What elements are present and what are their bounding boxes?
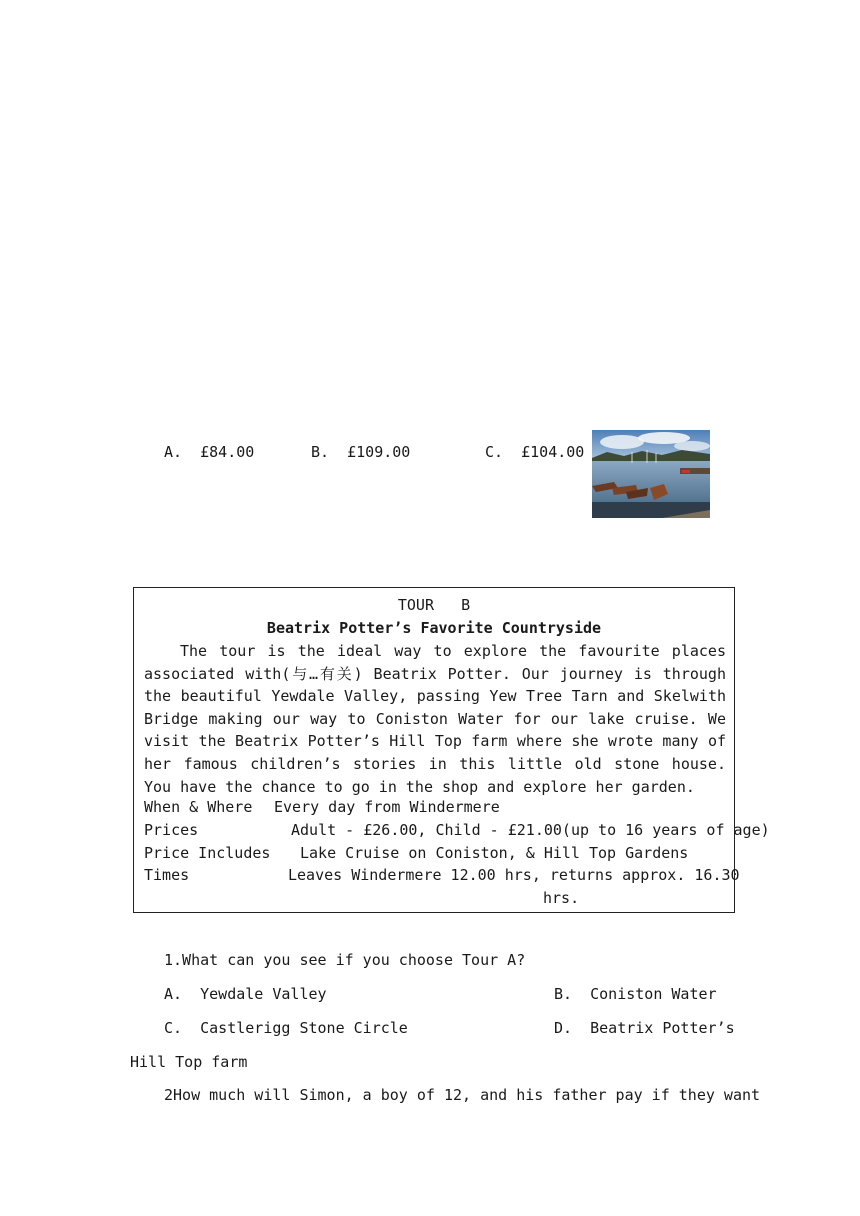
when-label: When & Where xyxy=(144,798,253,816)
when-value: Every day from Windermere xyxy=(274,798,500,816)
option-a: A. £84.00 xyxy=(164,443,255,461)
prices-label: Prices xyxy=(144,821,199,839)
tour-b-subtitle: Beatrix Potter’s Favorite Countryside xyxy=(266,619,602,637)
prices-value: Adult - £26.00, Child - £21.00(up to 16 years of age) xyxy=(291,821,770,839)
tour-b-box xyxy=(133,587,770,913)
option-b: B. £109.00 xyxy=(311,443,411,461)
lake-boats-photo xyxy=(592,430,710,518)
includes-value: Lake Cruise on Coniston, & Hill Top Gardens xyxy=(300,844,689,862)
question-1: 1.What can you see if you choose Tour A? xyxy=(164,951,526,969)
q1-option-c: C. Castlerigg Stone Circle xyxy=(164,1019,408,1037)
option-c: C. £104.00 xyxy=(485,443,585,461)
q1-option-d-cont: Hill Top farm xyxy=(130,1053,248,1071)
includes-label: Price Includes xyxy=(144,844,271,862)
question-2: 2How much will Simon, a boy of 12, and his father pay if they want xyxy=(164,1086,761,1104)
times-value: Leaves Windermere 12.00 hrs, returns approx. 16.30 xyxy=(288,866,740,884)
q1-option-d: D. Beatrix Potter’s xyxy=(554,1019,735,1037)
q1-option-a: A. Yewdale Valley xyxy=(164,985,327,1003)
q1-option-b: B. Coniston Water xyxy=(554,985,717,1003)
times-value-cont: hrs. xyxy=(543,889,580,907)
times-label: Times xyxy=(144,866,190,884)
tour-b-heading: TOUR B xyxy=(397,596,471,614)
tour-b-description: The tour is the ideal way to explore the favourite places associated with(与…有关) Beatrix Potter. Our journey is through the beautiful Yewdale Valley, passing Yew Tree Tarn and Skelwith Bridge making our way to Coniston Water for our lake cruise. We visit the Beatrix Potter’s Hill Top farm where she wrote many of her famous children’s stories in this little old stone house. You have the chance to go in the shop and explore her garden. xyxy=(144,642,726,796)
